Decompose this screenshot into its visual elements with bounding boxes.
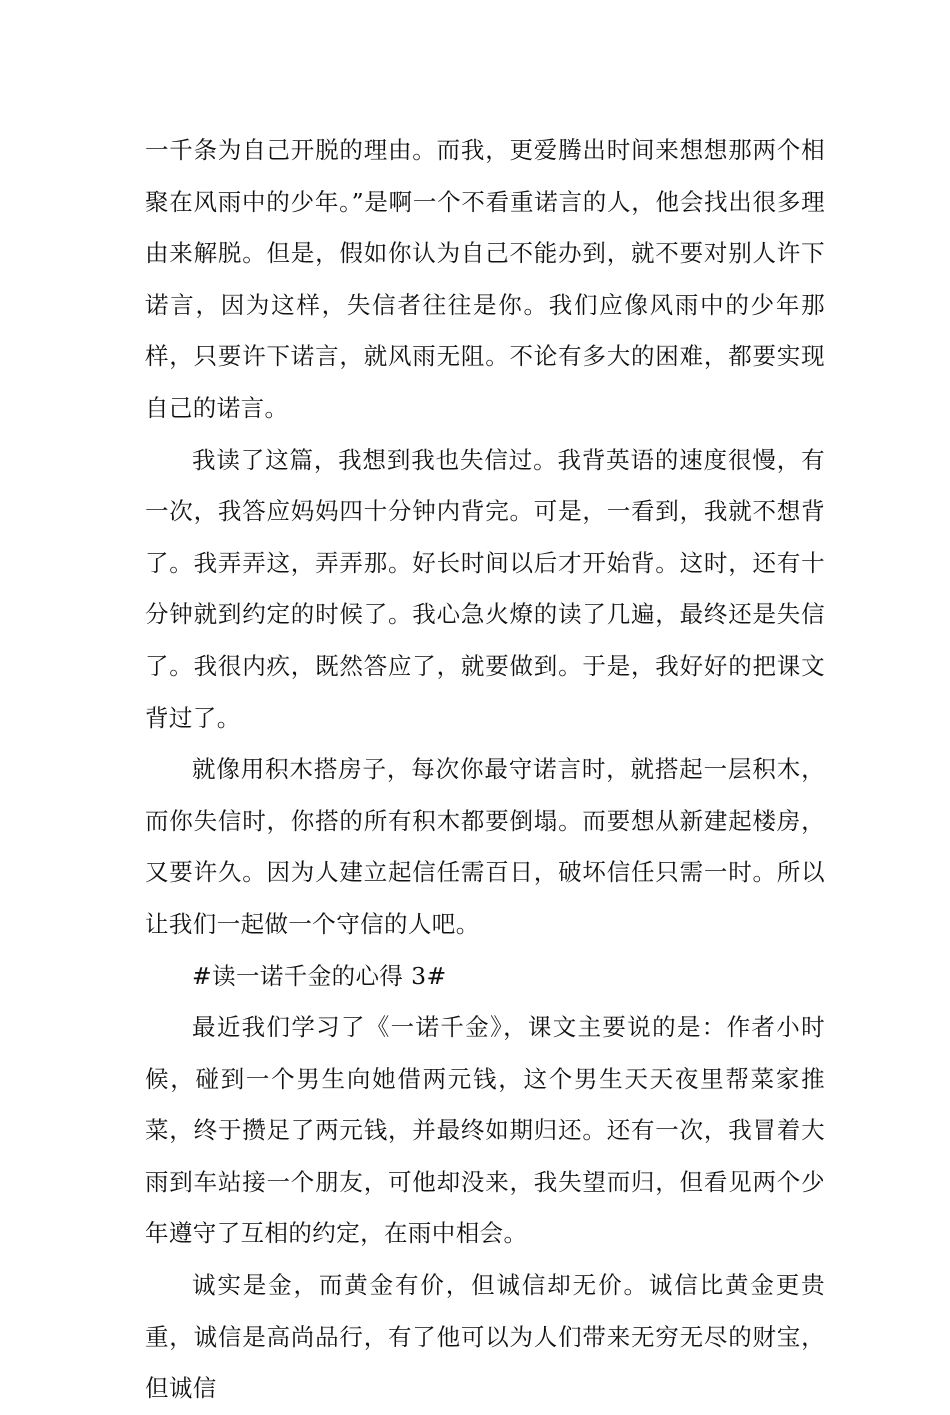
paragraph-2: 我读了这篇，我想到我也失信过。我背英语的速度很慢，有一次，我答应妈妈四十分钟内背完。可是，一看到，我就不想背了。我弄弄这，弄弄那。好长时间以后才开始背。这时，还有十分钟就到约定的时候了。我心急火燎的读了几遍，最终还是失信了。我很内疚，既然答应了，就要做到。于是，我好好的把课文背过了。 <box>145 445 825 732</box>
paragraph-1: 一千条为自己开脱的理由。而我，更爱腾出时间来想想那两个相聚在风雨中的少年。”是啊一个不看重诺言的人，他会找出很多理由来解脱。但是，假如你认为自己不能办到，就不要对别人许下诺言，因为这样，失信者往往是你。我们应像风雨中的少年那样，只要许下诺言，就风雨无阻。不论有多大的困难，都要实现自己的诺言。 <box>145 136 825 422</box>
paragraph-5: 诚实是金，而黄金有价，但诚信却无价。诚信比黄金更贵重，诚信是高尚品行，有了他可以为人们带来无穷无尽的财宝，但诚信 <box>145 1271 825 1403</box>
paragraph-4: 最近我们学习了《一诺千金》，课文主要说的是：作者小时候，碰到一个男生向她借两元钱，这个男生天天夜里帮菜家推菜，终于攒足了两元钱，并最终如期归还。还有一次，我冒着大雨到车站接一个朋友，可他却没来，我失望而归，但看见两个少年遵守了互相的约定，在雨中相会。 <box>145 1013 825 1248</box>
section-heading: #读一诺千金的心得 3# <box>192 961 447 990</box>
paragraph-3: 就像用积木搭房子，每次你最守诺言时，就搭起一层积木，而你失信时，你搭的所有积木都要倒塌。而要想从新建起楼房，又要许久。因为人建立起信任需百日，破坏信任只需一时。所以让我们一起做一个守信的人吧。 <box>145 755 825 938</box>
document-body <box>145 125 825 1415</box>
